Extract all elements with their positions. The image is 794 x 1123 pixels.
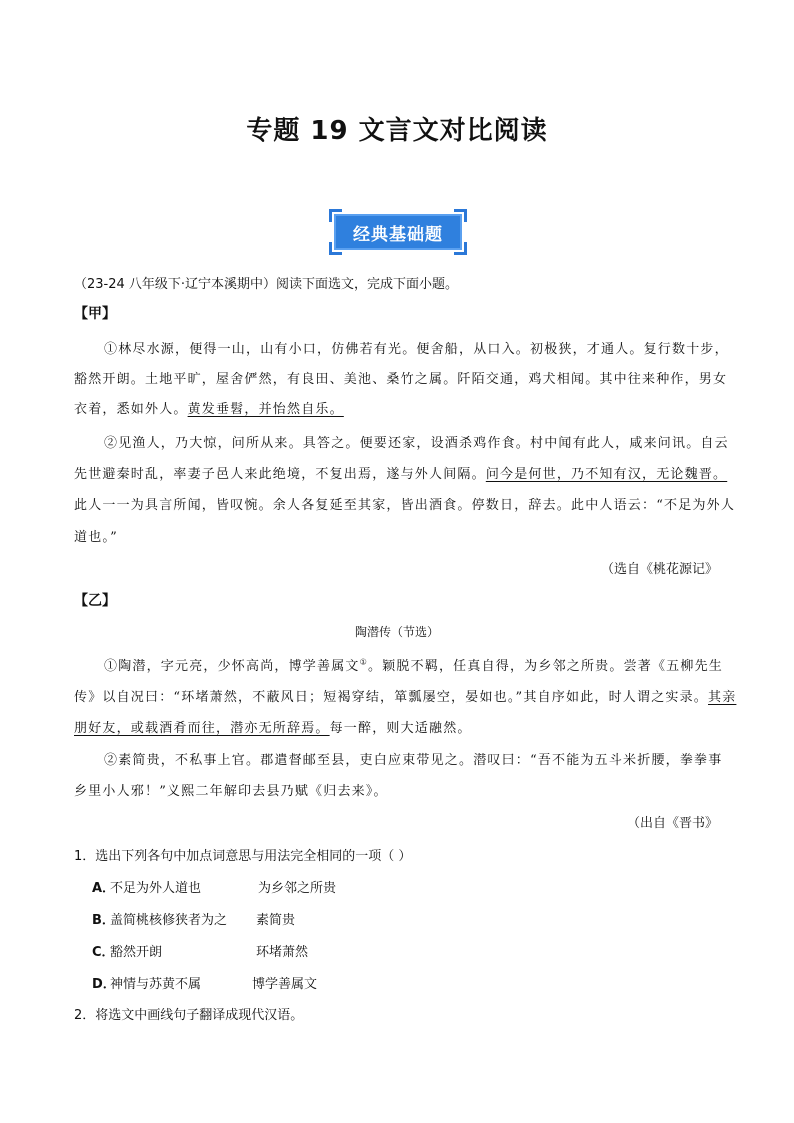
jia-p1-line3 — [74, 398, 344, 417]
question-intro: （23-24 八年级下·辽宁本溪期中）阅读下面选文，完成下面小题。 — [74, 277, 459, 292]
option-a[interactable] — [92, 877, 337, 896]
yi-p1-line3 — [74, 717, 472, 736]
jia-p2-text: 先世避秦时乱，率妻子邑人来此绝境，不复出焉，遂与外人间隔。 — [74, 467, 486, 482]
question-1-stem: 1．选出下列各句中加点词意思与用法完全相同的一项（ ） — [74, 849, 412, 864]
jia-p2-line3: 此人一一为具言所闻，皆叹惋。余人各复延至其家，皆出酒食。停数日，辞去。此中人语云：“不足为外人 — [74, 498, 736, 513]
option-c[interactable] — [92, 941, 309, 960]
footnote-mark: ① — [359, 657, 368, 667]
yi-p1-text-b: 。颖脱不羁，任真自得，为乡邻之所贵。尝著《五柳先生 — [367, 659, 723, 674]
option-right-text: 环堵萧然 — [256, 945, 309, 960]
option-letter: C． — [92, 945, 115, 960]
jia-p2-line2 — [74, 463, 727, 482]
question-2-stem: 2．将选文中画线句子翻译成现代汉语。 — [74, 1008, 304, 1023]
jia-p2-line4: 道也。” — [74, 530, 118, 545]
underlined-sentence-1: 黄发垂髫，并怡然自乐。 — [187, 402, 344, 417]
yi-p2-line1: ②素简贵，不私事上官。郡遣督邮至县，吏白应束带见之。潜叹曰：“吾不能为五斗米折腰，拳拳事 — [104, 753, 723, 768]
option-left-text: 神情与苏黄不属 — [110, 977, 202, 992]
option-left-text: 豁然开朗 — [110, 945, 163, 960]
yi-p1-text-d: 每一醉，则大适融然。 — [329, 721, 472, 736]
option-left-text: 盖简桃核修狭者为之 — [110, 913, 228, 928]
underlined-sentence-2: 问今是何世，乃不知有汉，无论魏晋。 — [485, 467, 728, 482]
jia-source: （选自《桃花源记》 — [600, 562, 718, 577]
badge-label: 经典基础题 — [334, 214, 462, 250]
section-badge — [329, 209, 467, 255]
jia-p2-line1: ②见渔人，乃大惊，问所从来。具答之。便要还家，设酒杀鸡作食。村中闻有此人，咸来问讯。自云 — [104, 436, 729, 451]
section-mark-yi: 【乙】 — [74, 593, 116, 609]
jia-p1-line1: ①林尽水源，便得一山，山有小口，仿佛若有光。便舍船，从口入。初极狭，才通人。复行数十步， — [104, 342, 729, 357]
yi-p1-text-c: 传》以自况曰：“环堵萧然，不蔽风日；短褐穿结，箪瓢屡空，晏如也。”其自序如此，时人谓之实录。 — [74, 690, 708, 705]
jia-p1-line2: 豁然开朗。土地平旷，屋舍俨然，有良田、美池、桑竹之属。阡陌交通，鸡犬相闻。其中往来种作，男女 — [74, 372, 728, 387]
yi-source: （出自《晋书》 — [626, 816, 718, 831]
jia-p1-text: 衣着，悉如外人。 — [74, 402, 188, 417]
option-left-text: 不足为外人道也 — [110, 881, 202, 896]
option-b[interactable] — [92, 909, 296, 928]
option-letter: A． — [92, 881, 116, 896]
option-right-text: 博学善属文 — [252, 977, 318, 992]
option-right-text: 为乡邻之所贵 — [258, 881, 337, 896]
option-letter: D． — [92, 977, 116, 992]
underlined-sentence-3a: 其亲 — [708, 690, 737, 705]
section-mark-jia: 【甲】 — [74, 306, 116, 322]
yi-p1-line1 — [104, 655, 723, 674]
page-title: 专题 19 文言文对比阅读 — [246, 116, 548, 146]
option-d[interactable] — [92, 973, 318, 992]
option-right-text: 素简贵 — [256, 913, 296, 928]
yi-p1-text-a: ①陶潜，字元亮，少怀高尚，博学善属文 — [104, 659, 360, 674]
underlined-sentence-3b: 朋好友，或载酒肴而往，潜亦无所辞焉。 — [74, 721, 330, 736]
option-letter: B． — [92, 913, 115, 928]
yi-p2-line2: 乡里小人邪！”义熙二年解印去县乃赋《归去来》。 — [74, 784, 388, 799]
yi-subtitle: 陶潜传（节选） — [354, 625, 439, 639]
yi-p1-line2 — [74, 686, 736, 705]
